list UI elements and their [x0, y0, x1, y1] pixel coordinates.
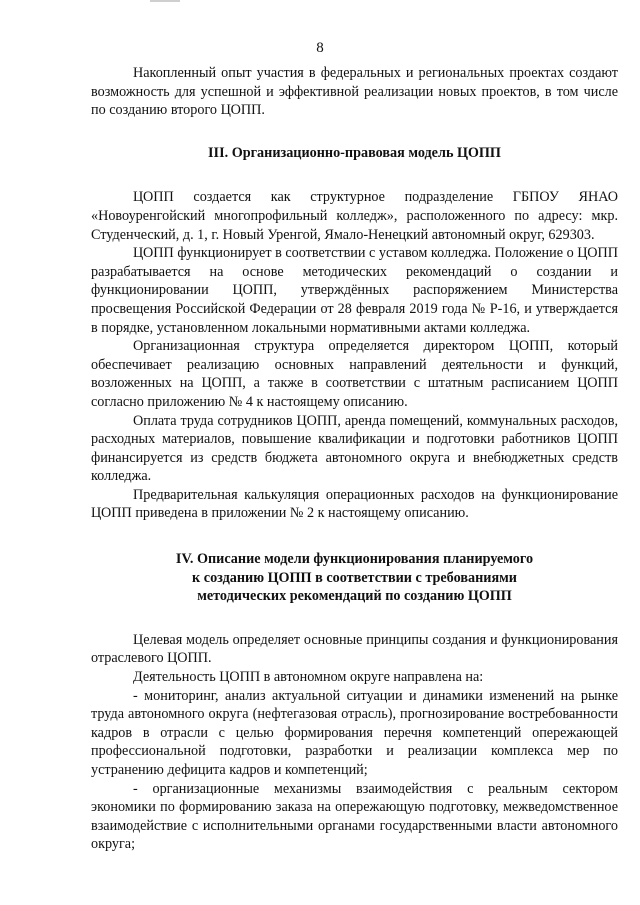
- section-4-heading: [91, 550, 618, 606]
- section-3-paragraph-3: Организационная структура определяется директором ЦОПП, который обеспечивает реализацию основных направлений деятельности и функций, возложенных на ЦОПП, а также в соответствии с штатным расписанием ЦОПП согласно приложению № 4 к настоящему описанию.: [91, 338, 618, 410]
- section-3-paragraph-2: ЦОПП функционирует в соответствии с уставом колледжа. Положение о ЦОПП разрабатывается на основе методических рекомендаций о создании и функционировании ЦОПП, утверждённых распоряжением Министерства просвещения Российской Федерации от 28 февраля 2019 года № Р-16, и утверждается в порядке, установленном локальными нормативными актами колледжа.: [91, 245, 619, 336]
- document-body: [91, 64, 618, 854]
- scan-mark: [150, 0, 180, 2]
- section-4-heading-line-2: к созданию ЦОПП в соответствии с требованиями: [192, 569, 517, 586]
- section-4-heading-line-1: IV. Описание модели функционирования планируемого: [175, 551, 534, 568]
- section-4-paragraph-1: Целевая модель определяет основные принципы создания и функционирования отраслевого ЦОПП.: [91, 631, 618, 667]
- page-number: 8: [316, 40, 324, 56]
- section-3-paragraph-5: Предварительная калькуляция операционных расходов на функционирование ЦОПП приведена в приложении № 2 к настоящему описанию.: [91, 486, 618, 522]
- section-3-heading: III. Организационно-правовая модель ЦОПП: [208, 144, 501, 161]
- section-4-heading-line-3: методических рекомендаций по созданию ЦОПП: [197, 588, 512, 605]
- section-4-list-item-1: - мониторинг, анализ актуальной ситуации и динамики изменений на рынке труда автономного округа (нефтегазовая отрасль), прогнозирование востребованности кадров в отрасли с целью формирования перечня компетенций опережающей профессиональной подготовки, разработки и реализации комплекса мер по устранению дефицита кадров и компетенций;: [91, 687, 618, 778]
- section-4-list-item-2: - организационные механизмы взаимодействия с реальным сектором экономики по формированию заказа на опережающую подготовку, межведомственное взаимодействие с исполнительными органами государственными власти автономного округа;: [91, 780, 618, 853]
- intro-paragraph: Накопленный опыт участия в федеральных и региональных проектах создают возможность для успешной и эффективной реализации новых проектов, в том числе по созданию второго ЦОПП.: [91, 65, 618, 119]
- section-3-paragraph-1: ЦОПП создается как структурное подразделение ГБПОУ ЯНАО «Новоуренгойский многопрофильный колледж», расположенного по адресу: мкр. Студенческий, д. 1, г. Новый Уренгой, Ямало-Ненецкий автономный округ, 629303.: [91, 189, 618, 243]
- section-4-paragraph-2: Деятельность ЦОПП в автономном округе направлена на:: [133, 669, 484, 686]
- section-3-paragraph-4: Оплата труда сотрудников ЦОПП, аренда помещений, коммунальных расходов, расходных материалов, повышение квалификации и подготовки работников ЦОПП финансируется из средств бюджета автономного округа и внебюджетных средств колледжа.: [91, 412, 618, 485]
